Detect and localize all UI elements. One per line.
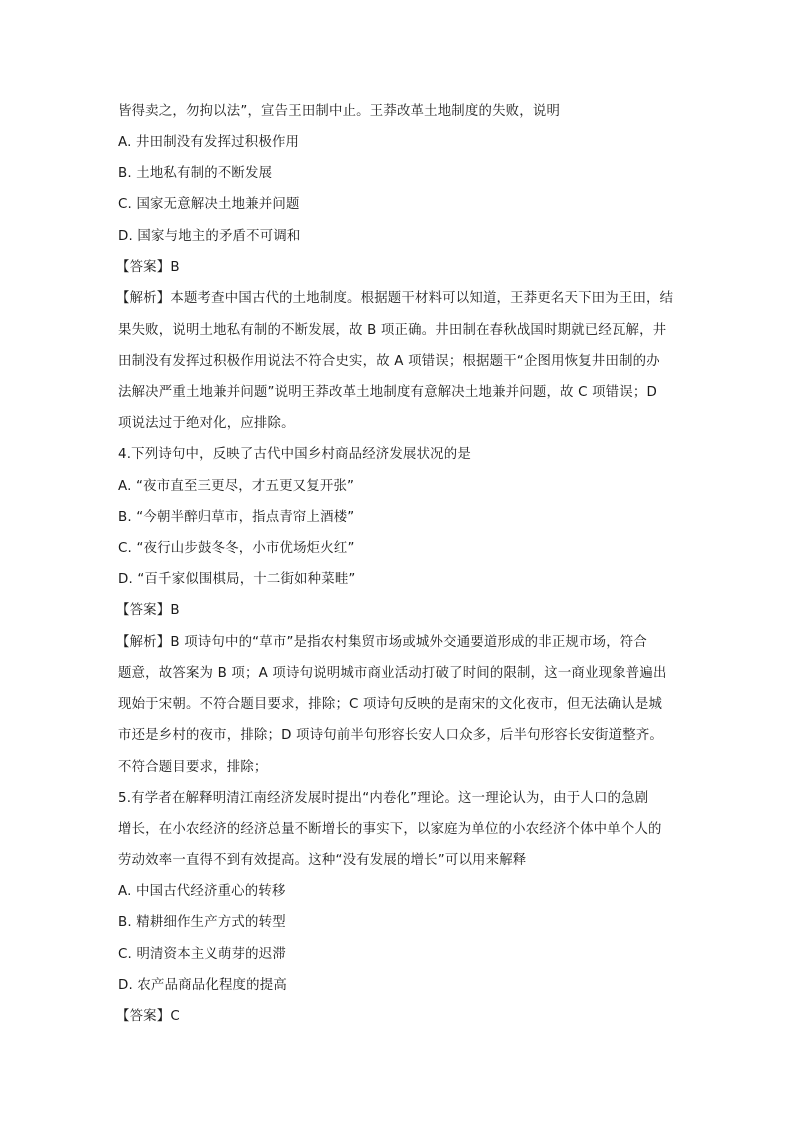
analysis-text: 不符合题目要求，排除； xyxy=(118,760,268,775)
analysis-text: 市还是乡村的夜市，排除；D 项诗句前半句形容长安人口众多，后半句形容长安街道整齐。 xyxy=(118,728,663,743)
analysis-text: 题意，故答案为 B 项；A 项诗句说明城市商业活动打破了时间的限制，这一商业现象普遍出 xyxy=(118,666,667,681)
option-d: D. 国家与地主的矛盾不可调和 xyxy=(118,229,301,244)
option-a: A. 井田制没有发挥过积极作用 xyxy=(118,135,300,150)
option-d: D. “百千家似围棋局，十二街如种菜畦” xyxy=(118,572,356,587)
option-c: C. 明清资本主义萌芽的迟滞 xyxy=(118,947,286,962)
answer-label: 【答案】B xyxy=(116,260,180,275)
analysis-text: 【解析】B 项诗句中的“草市”是指农村集贸市场或城外交通要道形成的非正规市场，符合 xyxy=(116,635,647,650)
analysis-text: 现始于宋朝。不符合题目要求，排除；C 项诗句反映的是南宋的文化夜市，但无法确认是城 xyxy=(118,697,663,712)
question-text: 增长，在小农经济的经济总量不断增长的事实下，以家庭为单位的小农经济个体中单个人的 xyxy=(118,822,662,837)
option-b: B. 精耕细作生产方式的转型 xyxy=(118,915,286,930)
analysis-text: 果失败，说明土地私有制的不断发展，故 B 项正确。井田制在春秋战国时期就已经瓦解，井 xyxy=(118,323,667,338)
option-a: A. “夜市直至三更尽，才五更又复开张” xyxy=(118,479,355,494)
question-text: 5.有学者在解释明清江南经济发展时提出“内卷化”理论。这一理论认为，由于人口的急剧 xyxy=(118,791,649,806)
option-b: B. “今朝半醉归草市，指点青帘上酒楼” xyxy=(118,510,355,525)
option-d: D. 农产品商品化程度的提高 xyxy=(118,978,287,993)
question-text: 4.下列诗句中，反映了古代中国乡村商品经济发展状况的是 xyxy=(118,447,471,462)
option-a: A. 中国古代经济重心的转移 xyxy=(118,884,286,899)
option-c: C. “夜行山步鼓冬冬，小市优场炬火红” xyxy=(118,541,355,556)
text-line: 皆得卖之，勿拘以法”，宣告王田制中止。王莽改革土地制度的失败，说明 xyxy=(118,104,561,119)
analysis-text: 法解决严重土地兼并问题”说明王莽改革土地制度有意解决土地兼并问题，故 C 项错误；D xyxy=(118,385,657,400)
analysis-text: 项说法过于绝对化，应排除。 xyxy=(118,416,295,431)
analysis-text: 【解析】本题考查中国古代的土地制度。根据题干材料可以知道，王莽更名天下田为王田，结 xyxy=(116,291,674,306)
question-text: 劳动效率一直得不到有效提高。这种“没有发展的增长”可以用来解释 xyxy=(118,853,527,868)
answer-label: 【答案】B xyxy=(116,603,180,618)
analysis-text: 田制没有发挥过积极作用说法不符合史实，故 A 项错误；根据题干“企图用恢复井田制的办 xyxy=(118,354,660,369)
answer-label: 【答案】C xyxy=(116,1009,180,1024)
option-c: C. 国家无意解决土地兼并问题 xyxy=(118,197,300,212)
option-b: B. 土地私有制的不断发展 xyxy=(118,166,273,181)
